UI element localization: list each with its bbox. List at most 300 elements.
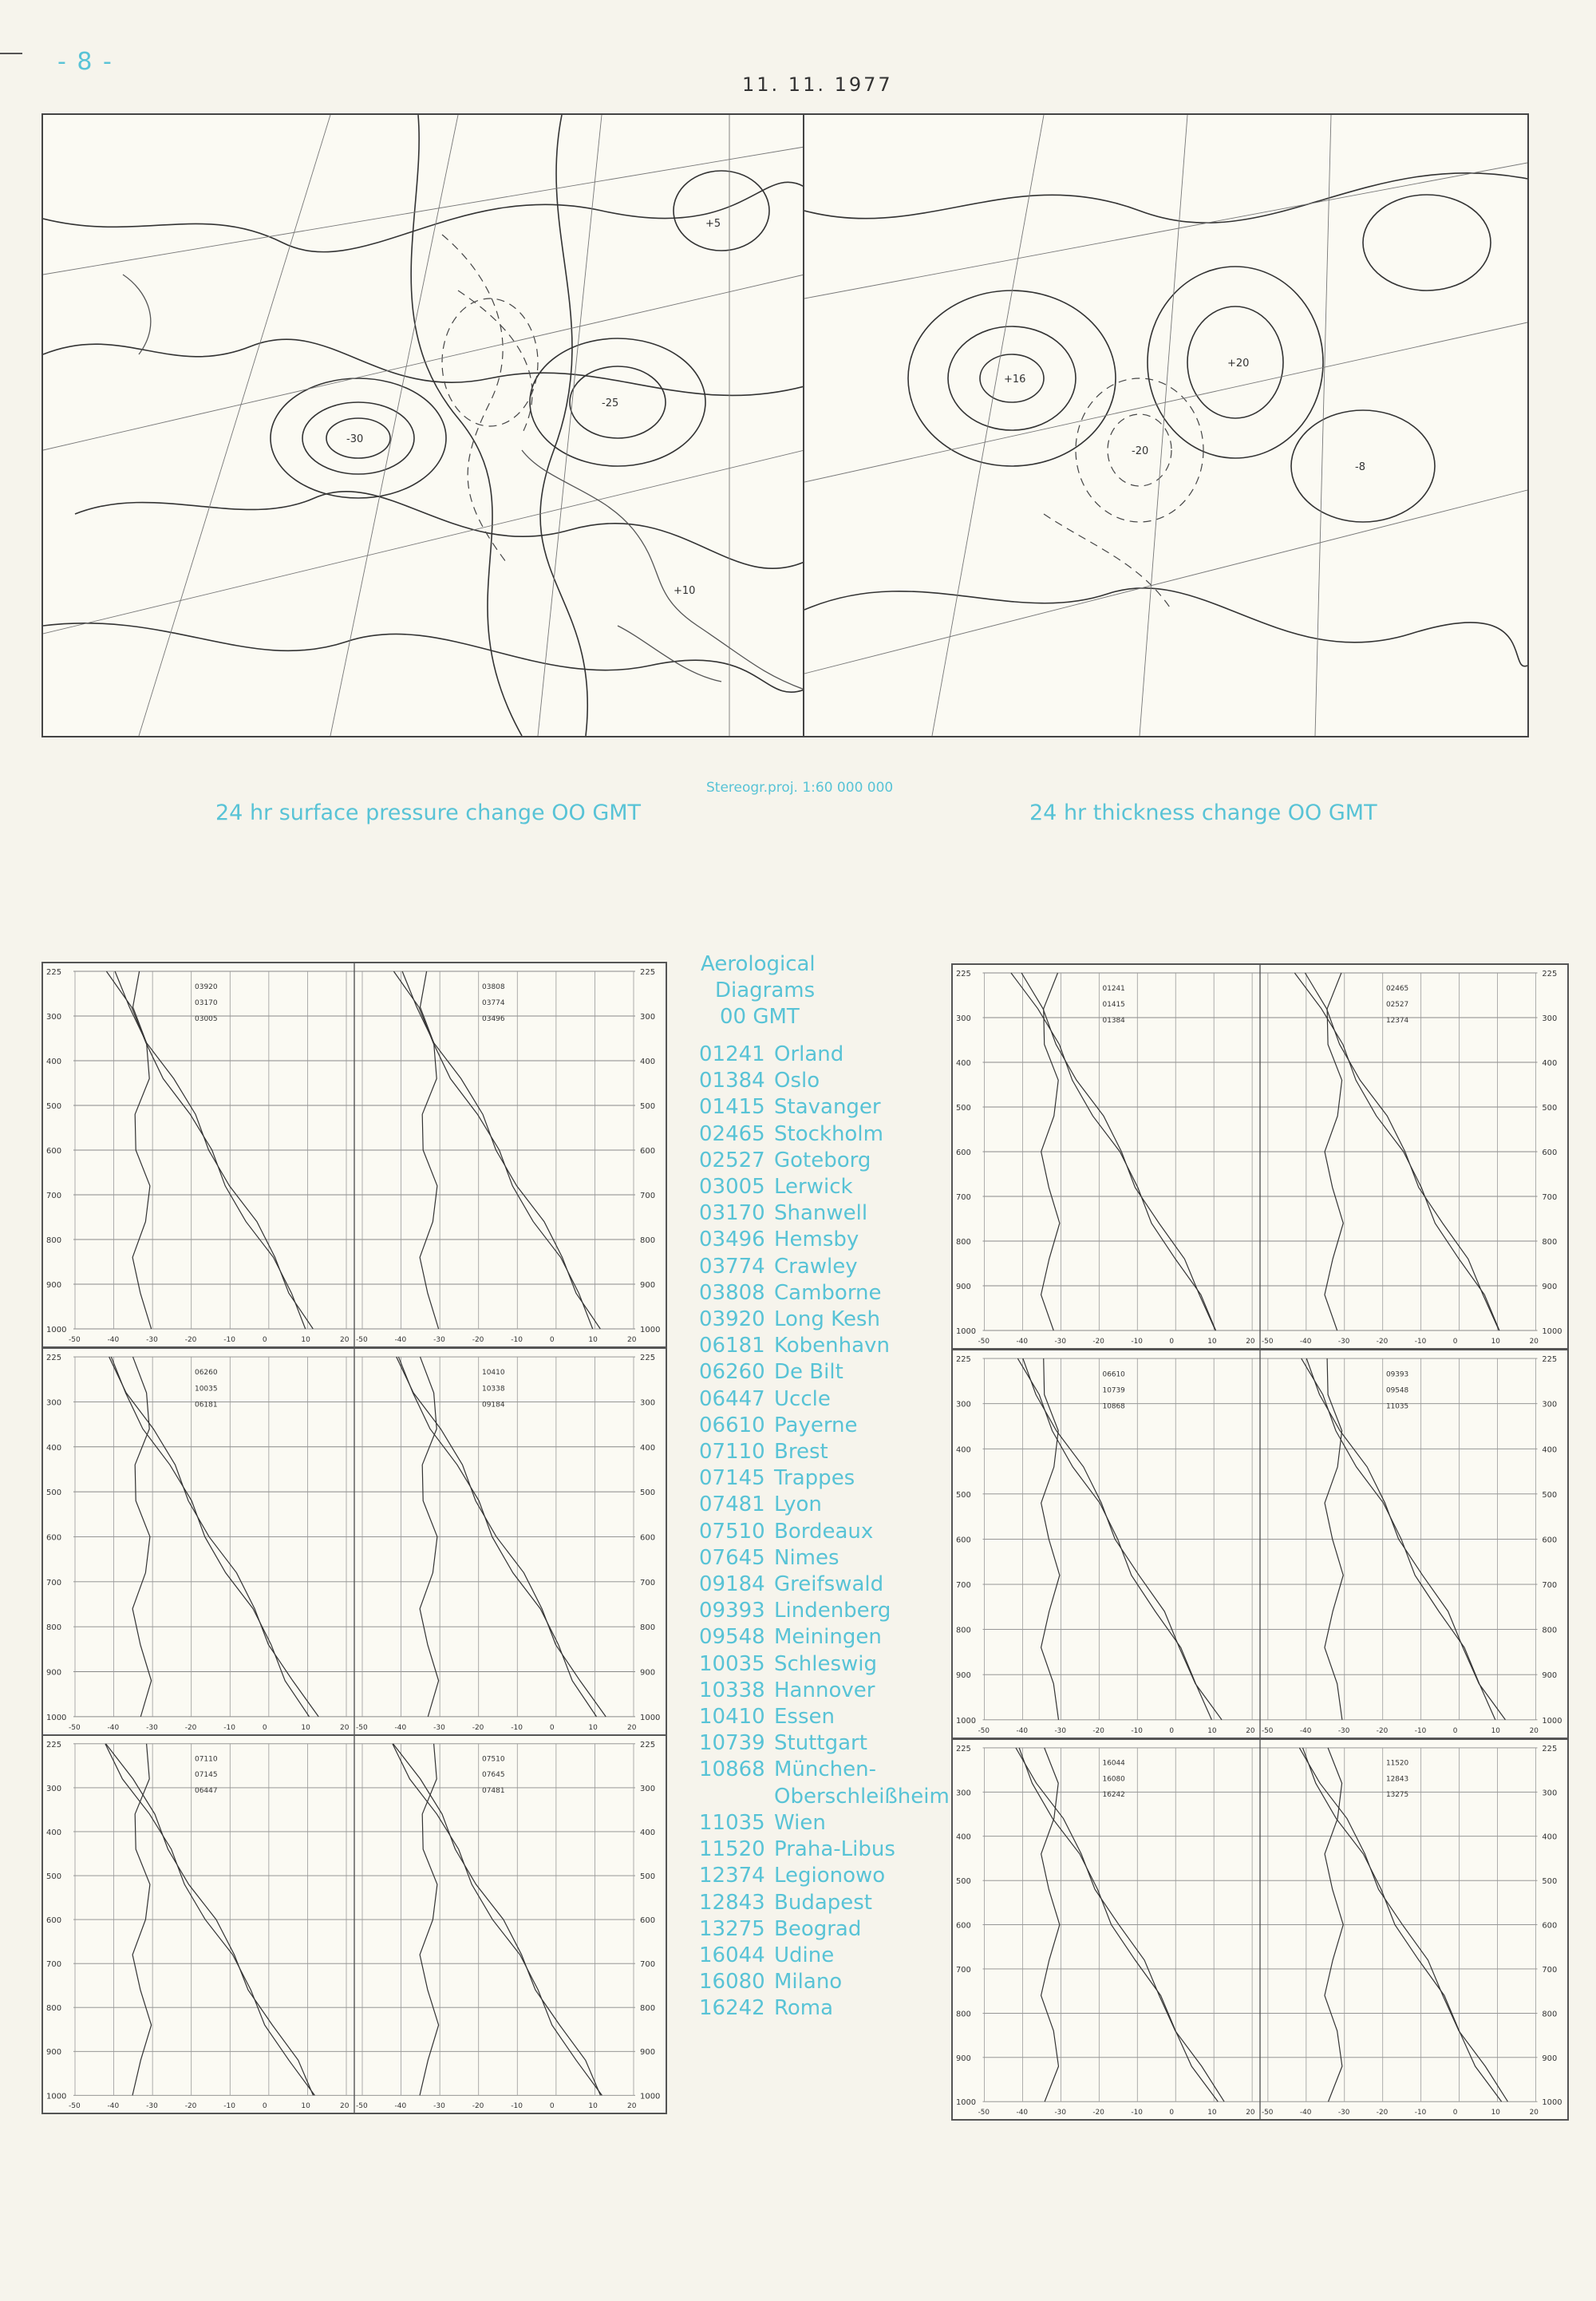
station-row: [699, 1148, 950, 1174]
pressure-label: 600: [1542, 1536, 1558, 1545]
station-row: [699, 1678, 950, 1704]
pressure-label: 600: [640, 1916, 656, 1926]
station-id: 01384: [699, 1069, 765, 1093]
station-id: 07145: [699, 1466, 765, 1491]
pressure-label: 400: [1542, 1058, 1558, 1069]
station-name: Milano: [774, 1970, 843, 1995]
station-name: Greifswald: [774, 1572, 884, 1597]
station-id: 10035: [699, 1651, 765, 1676]
station-id: 12843: [699, 1890, 765, 1915]
temperature-label: -10: [1414, 2109, 1427, 2117]
temperature-label: -30: [146, 1336, 158, 1344]
diagram-station-label: 06260: [195, 1369, 218, 1378]
pressure-label: 600: [955, 1148, 971, 1158]
temperature-label: 0: [262, 1336, 267, 1344]
temperature-label: -50: [69, 1723, 81, 1732]
pressure-label: 300: [640, 1784, 656, 1793]
pressure-label: 1000: [955, 1326, 977, 1337]
diagram-station-label: 03808: [482, 983, 505, 991]
pressure-label: 225: [46, 968, 62, 977]
diagram-station-label: 10338: [482, 1385, 505, 1394]
pressure-label: 1000: [640, 1326, 661, 1334]
station-name: Hemsby: [774, 1228, 859, 1252]
station-id: [699, 1784, 774, 1810]
pressure-label: 800: [640, 1236, 656, 1245]
pressure-label: 400: [640, 1828, 656, 1837]
temperature-label: 10: [1491, 2109, 1500, 2117]
station-row: [699, 1890, 950, 1916]
pressure-label: 400: [46, 1443, 62, 1453]
aerological-diagram-graphic: [43, 1349, 666, 1734]
station-name: Legionowo: [774, 1864, 886, 1888]
diagram-station-label: 01384: [1102, 1016, 1125, 1026]
temperature-label: -30: [433, 2102, 445, 2111]
pressure-label: 900: [1542, 2054, 1558, 2063]
pressure-label: 1000: [46, 2092, 67, 2101]
diagram-station-label: 07481: [482, 1786, 505, 1795]
station-id: 06447: [699, 1386, 765, 1411]
page-number: - 8 -: [57, 48, 113, 76]
pressure-label: 600: [46, 1147, 62, 1156]
station-id: 10338: [699, 1678, 765, 1702]
pressure-label: 1000: [955, 2098, 977, 2108]
temperature-label: 10: [588, 2102, 598, 2111]
temperature-label: 10: [1207, 1337, 1217, 1346]
temperature-label: 0: [549, 1723, 555, 1732]
temperature-label: 0: [549, 1336, 555, 1344]
pressure-label: 225: [1542, 969, 1558, 979]
station-legend: [699, 951, 950, 2022]
station-name: Nimes: [774, 1545, 839, 1570]
pressure-label: 900: [46, 2048, 62, 2058]
station-name: Lerwick: [774, 1175, 853, 1200]
temperature-label: 0: [1169, 1337, 1174, 1346]
pressure-label: 600: [640, 1147, 656, 1156]
pressure-label: 700: [46, 1578, 62, 1587]
pressure-label: 300: [1542, 1014, 1558, 1024]
thickness-change-caption: 24 hr thickness change OO GMT: [1029, 801, 1377, 825]
temperature-label: -10: [223, 2102, 235, 2111]
pressure-label: 500: [46, 1102, 62, 1111]
diagram-station-label: 07510: [482, 1755, 505, 1764]
pressure-label: 600: [955, 1536, 971, 1545]
pressure-label: 500: [1542, 1490, 1558, 1500]
projection-note: Stereogr.proj. 1:60 000 000: [706, 780, 894, 796]
diagram-station-label: 13275: [1385, 1791, 1409, 1800]
pressure-label: 400: [955, 1058, 971, 1069]
station-id: 02527: [699, 1148, 765, 1172]
temperature-label: -10: [1414, 1337, 1427, 1346]
temperature-label: -40: [107, 1336, 120, 1344]
station-name: Trappes: [774, 1466, 855, 1491]
pressure-label: 1000: [1542, 2098, 1562, 2108]
station-id: 03808: [699, 1280, 765, 1305]
station-name: Lindenberg: [774, 1599, 891, 1623]
diagram-station-label: 03170: [195, 999, 218, 1007]
aerological-diagram-3: [41, 1734, 667, 2114]
pressure-label: 800: [955, 1626, 971, 1635]
station-row: [699, 1916, 950, 1943]
pressure-label: 225: [640, 1354, 656, 1363]
temperature-label: -40: [1299, 1337, 1312, 1346]
station-name: Brest: [774, 1440, 828, 1465]
temperature-label: 10: [1491, 1337, 1500, 1346]
temperature-label: -30: [146, 2102, 158, 2111]
temperature-label: -10: [1414, 1726, 1427, 1735]
aerological-diagram-graphic: [953, 1350, 1567, 1738]
station-name: Stavanger: [774, 1095, 881, 1120]
station-row: [699, 1810, 950, 1836]
pressure-label: 700: [46, 1192, 62, 1200]
station-name: Praha-Libus: [774, 1837, 895, 1862]
station-row: [699, 1200, 950, 1227]
thickness-change-map-graphic: [804, 115, 1527, 736]
temperature-label: -20: [472, 1336, 484, 1344]
temperature-label: 10: [1207, 2109, 1217, 2117]
temperature-label: 0: [1452, 1726, 1458, 1735]
station-id: 07645: [699, 1545, 765, 1570]
temperature-label: -50: [978, 1337, 990, 1346]
temperature-label: -50: [356, 2102, 368, 2111]
aerological-diagram-graphic: [43, 963, 666, 1346]
station-row: [699, 1042, 950, 1068]
station-name: Roma: [774, 1996, 834, 2021]
page-edge-rule: [0, 53, 22, 54]
temperature-label: 10: [1207, 1726, 1217, 1735]
temperature-label: 0: [1452, 1337, 1458, 1346]
pressure-label: 900: [955, 2054, 971, 2063]
station-name: Orland: [774, 1042, 844, 1066]
temperature-label: 0: [262, 1723, 267, 1732]
station-row: [699, 1624, 950, 1651]
pressure-label: 500: [640, 1102, 656, 1111]
diagram-station-label: 02527: [1385, 1000, 1409, 1010]
temperature-label: -40: [1016, 1726, 1029, 1735]
diagram-station-label: 01241: [1102, 984, 1125, 994]
station-name: Oslo: [774, 1069, 820, 1093]
station-row: [699, 1439, 950, 1465]
svg-text:-8: -8: [1355, 461, 1365, 473]
diagram-station-label: 11520: [1385, 1759, 1409, 1768]
station-row: [699, 1280, 950, 1307]
station-id: 06610: [699, 1413, 765, 1437]
temperature-label: 10: [588, 1723, 598, 1732]
temperature-label: -50: [356, 1336, 368, 1344]
station-name: Payerne: [774, 1413, 858, 1437]
pressure-label: 700: [1542, 1580, 1558, 1591]
diagram-station-label: 09393: [1385, 1370, 1409, 1379]
diagram-station-label: 03005: [195, 1015, 218, 1023]
station-name: Shanwell: [774, 1201, 868, 1226]
pressure-label: 400: [640, 1443, 656, 1453]
pressure-label: 1000: [640, 1713, 661, 1722]
station-row: [699, 1704, 950, 1730]
temperature-label: -30: [1337, 1337, 1350, 1346]
pressure-label: 600: [46, 1533, 62, 1543]
temperature-label: -10: [511, 2102, 523, 2111]
temperature-label: -50: [978, 2109, 990, 2117]
station-row: [699, 1863, 950, 1889]
temperature-label: -20: [1376, 2109, 1389, 2117]
temperature-label: 20: [627, 2102, 637, 2111]
station-row: [699, 1943, 950, 1969]
temperature-label: -50: [69, 2102, 81, 2111]
legend-title-line: 00 GMT: [720, 1005, 800, 1029]
pressure-label: 800: [46, 1623, 62, 1633]
station-name: Beograd: [774, 1916, 862, 1941]
temperature-label: 10: [301, 1336, 310, 1344]
station-row: [699, 1598, 950, 1624]
station-id: 03005: [699, 1175, 765, 1200]
station-row: [699, 1545, 950, 1572]
temperature-label: 20: [340, 1723, 350, 1732]
pressure-label: 225: [1542, 1355, 1558, 1365]
temperature-label: -20: [184, 1723, 197, 1732]
station-row: [699, 1730, 950, 1757]
temperature-label: -40: [394, 2102, 407, 2111]
pressure-label: 900: [640, 1668, 656, 1678]
station-row: [699, 1995, 950, 2022]
pressure-label: 300: [640, 1398, 656, 1408]
diagram-station-label: 07110: [195, 1755, 218, 1764]
thickness-change-map: [803, 113, 1529, 737]
station-id: 10868: [699, 1757, 765, 1782]
temperature-label: 10: [301, 2102, 310, 2111]
temperature-label: 20: [1529, 2109, 1539, 2117]
temperature-label: -40: [1016, 1337, 1029, 1346]
pressure-label: 300: [955, 1400, 971, 1409]
pressure-label: 700: [955, 1580, 971, 1591]
diagram-station-label: 10035: [195, 1385, 218, 1394]
station-row: [699, 1227, 950, 1253]
pressure-label: 500: [46, 1872, 62, 1881]
diagram-station-label: 12843: [1385, 1775, 1409, 1784]
svg-text:+16: +16: [1004, 374, 1026, 385]
svg-text:+20: +20: [1227, 358, 1250, 370]
station-row: [699, 1094, 950, 1121]
pressure-label: 900: [955, 1282, 971, 1292]
pressure-label: 900: [1542, 1671, 1558, 1681]
pressure-label: 800: [1542, 1626, 1558, 1635]
surface-pressure-caption: 24 hr surface pressure change OO GMT: [215, 801, 642, 825]
station-id: 10410: [699, 1705, 765, 1730]
pressure-label: 300: [46, 1013, 62, 1022]
station-id: 09548: [699, 1625, 765, 1650]
pressure-label: 225: [46, 1354, 62, 1363]
station-id: 07510: [699, 1519, 765, 1544]
pressure-label: 700: [1542, 1192, 1558, 1203]
svg-text:+10: +10: [674, 585, 696, 597]
legend-title: [699, 951, 950, 1030]
temperature-label: 20: [1246, 1337, 1255, 1346]
pressure-label: 500: [1542, 1877, 1558, 1887]
station-id: 11520: [699, 1837, 765, 1862]
pressure-label: 300: [955, 1789, 971, 1798]
temperature-label: 0: [1452, 2109, 1458, 2117]
aerological-diagram-graphic: [953, 965, 1567, 1348]
diagram-station-label: 11035: [1385, 1402, 1409, 1411]
station-name: Camborne: [774, 1280, 882, 1305]
surface-pressure-map: [41, 113, 806, 737]
pressure-label: 1000: [46, 1713, 67, 1722]
station-id: 01415: [699, 1095, 765, 1120]
pressure-label: 225: [640, 1740, 656, 1749]
station-id: 06260: [699, 1360, 765, 1385]
station-row: [699, 1068, 950, 1094]
temperature-label: 20: [627, 1723, 637, 1732]
station-id: 16044: [699, 1943, 765, 1967]
temperature-label: -20: [472, 2102, 484, 2111]
pressure-label: 300: [955, 1014, 971, 1024]
station-id: 07110: [699, 1440, 765, 1465]
diagram-station-label: 16080: [1102, 1775, 1125, 1784]
station-id: 06181: [699, 1334, 765, 1358]
pressure-label: 800: [46, 1236, 62, 1245]
pressure-label: 700: [955, 1965, 971, 1975]
diagram-station-label: 06447: [195, 1786, 218, 1795]
pressure-label: 300: [1542, 1400, 1558, 1409]
svg-text:-20: -20: [1132, 445, 1149, 457]
temperature-label: -40: [1299, 1726, 1312, 1735]
pressure-label: 400: [46, 1058, 62, 1066]
temperature-label: -50: [1261, 1726, 1274, 1735]
pressure-label: 1000: [640, 2092, 661, 2101]
diagram-station-label: 09184: [482, 1401, 505, 1409]
temperature-label: -30: [1054, 2109, 1066, 2117]
temperature-label: -20: [1376, 1726, 1389, 1735]
pressure-label: 500: [46, 1489, 62, 1498]
temperature-label: -20: [1376, 1337, 1389, 1346]
temperature-label: -40: [394, 1336, 407, 1344]
temperature-label: 0: [1169, 1726, 1174, 1735]
temperature-label: -10: [511, 1723, 523, 1732]
station-name: Stockholm: [774, 1121, 883, 1146]
temperature-label: -40: [1299, 2109, 1312, 2117]
station-row: [699, 1359, 950, 1386]
station-name: München-: [774, 1757, 877, 1782]
station-name: Crawley: [774, 1254, 858, 1279]
temperature-label: 0: [262, 2102, 267, 2111]
pressure-label: 900: [955, 1671, 971, 1681]
aerological-diagram-graphic: [953, 1740, 1567, 2119]
station-name: Kobenhavn: [774, 1334, 890, 1358]
pressure-label: 600: [955, 1921, 971, 1931]
pressure-label: 800: [46, 2004, 62, 2014]
temperature-label: 20: [340, 2102, 350, 2111]
station-name: Meiningen: [774, 1625, 882, 1650]
diagram-station-label: 09548: [1385, 1386, 1409, 1395]
aerological-diagram-1: [41, 962, 667, 1348]
temperature-label: -30: [1337, 2109, 1350, 2117]
station-row: [699, 1492, 950, 1518]
station-id: 03496: [699, 1228, 765, 1252]
temperature-label: 0: [549, 2102, 555, 2111]
station-id: 10739: [699, 1731, 765, 1756]
station-id: 09393: [699, 1599, 765, 1623]
pressure-label: 800: [640, 2004, 656, 2014]
temperature-label: 0: [1169, 2109, 1174, 2117]
temperature-label: -30: [433, 1336, 445, 1344]
pressure-label: 225: [955, 1744, 971, 1753]
station-id: 16242: [699, 1996, 765, 2021]
pressure-label: 600: [46, 1916, 62, 1926]
pressure-label: 1000: [46, 1326, 67, 1334]
diagram-station-label: 16044: [1102, 1759, 1125, 1768]
pressure-label: 225: [1542, 1744, 1558, 1753]
station-id: 07481: [699, 1492, 765, 1517]
temperature-label: -50: [356, 1723, 368, 1732]
station-name: Wien: [774, 1810, 826, 1835]
temperature-label: -40: [394, 1723, 407, 1732]
pressure-label: 600: [1542, 1148, 1558, 1158]
station-name: Uccle: [774, 1386, 831, 1411]
pressure-label: 500: [955, 1103, 971, 1113]
temperature-label: -50: [978, 1726, 990, 1735]
pressure-label: 300: [640, 1013, 656, 1022]
station-id: 09184: [699, 1572, 765, 1597]
temperature-label: -50: [1261, 2109, 1274, 2117]
station-name: Lyon: [774, 1492, 822, 1517]
temperature-label: 20: [627, 1336, 637, 1344]
pressure-label: 225: [955, 1355, 971, 1365]
pressure-label: 800: [1542, 1237, 1558, 1247]
pressure-label: 400: [955, 1445, 971, 1455]
station-row: [699, 1386, 950, 1413]
station-list: [699, 1042, 950, 2022]
pressure-label: 900: [46, 1281, 62, 1290]
diagram-station-label: 02465: [1385, 984, 1409, 994]
temperature-label: 20: [1529, 1726, 1539, 1735]
temperature-label: -30: [1054, 1337, 1067, 1346]
station-row: [699, 1784, 950, 1810]
pressure-label: 225: [640, 968, 656, 977]
pressure-label: 700: [640, 1578, 656, 1587]
diagram-station-label: 10739: [1102, 1386, 1125, 1395]
aerological-diagram-6: [951, 1738, 1569, 2121]
pressure-label: 500: [640, 1872, 656, 1881]
station-row: [699, 1651, 950, 1678]
temperature-label: -50: [1261, 1337, 1274, 1346]
pressure-label: 400: [1542, 1832, 1558, 1842]
station-id: 11035: [699, 1810, 765, 1835]
station-id: 03920: [699, 1307, 765, 1332]
temperature-label: 20: [1246, 1726, 1255, 1735]
station-id: 03774: [699, 1254, 765, 1279]
diagram-station-label: 10868: [1102, 1402, 1125, 1411]
pressure-label: 700: [640, 1960, 656, 1970]
temperature-label: -40: [107, 1723, 120, 1732]
station-row: [699, 1572, 950, 1598]
station-row: [699, 1254, 950, 1280]
temperature-label: -30: [1054, 1726, 1066, 1735]
pressure-label: 225: [46, 1740, 62, 1749]
temperature-label: 20: [340, 1336, 350, 1344]
pressure-label: 800: [955, 2010, 971, 2019]
diagram-station-label: 16242: [1102, 1791, 1125, 1800]
pressure-label: 300: [46, 1784, 62, 1793]
aerological-diagram-graphic: [43, 1736, 666, 2113]
station-row: [699, 1307, 950, 1333]
temperature-label: -10: [511, 1336, 523, 1344]
surface-pressure-map-graphic: [43, 115, 804, 736]
pressure-label: 500: [1542, 1103, 1558, 1113]
station-row: [699, 1757, 950, 1783]
temperature-label: 20: [1246, 2109, 1255, 2117]
station-row: [699, 1465, 950, 1492]
pressure-label: 900: [640, 1281, 656, 1290]
station-name: Udine: [774, 1943, 835, 1967]
station-name: Goteborg: [774, 1148, 871, 1172]
